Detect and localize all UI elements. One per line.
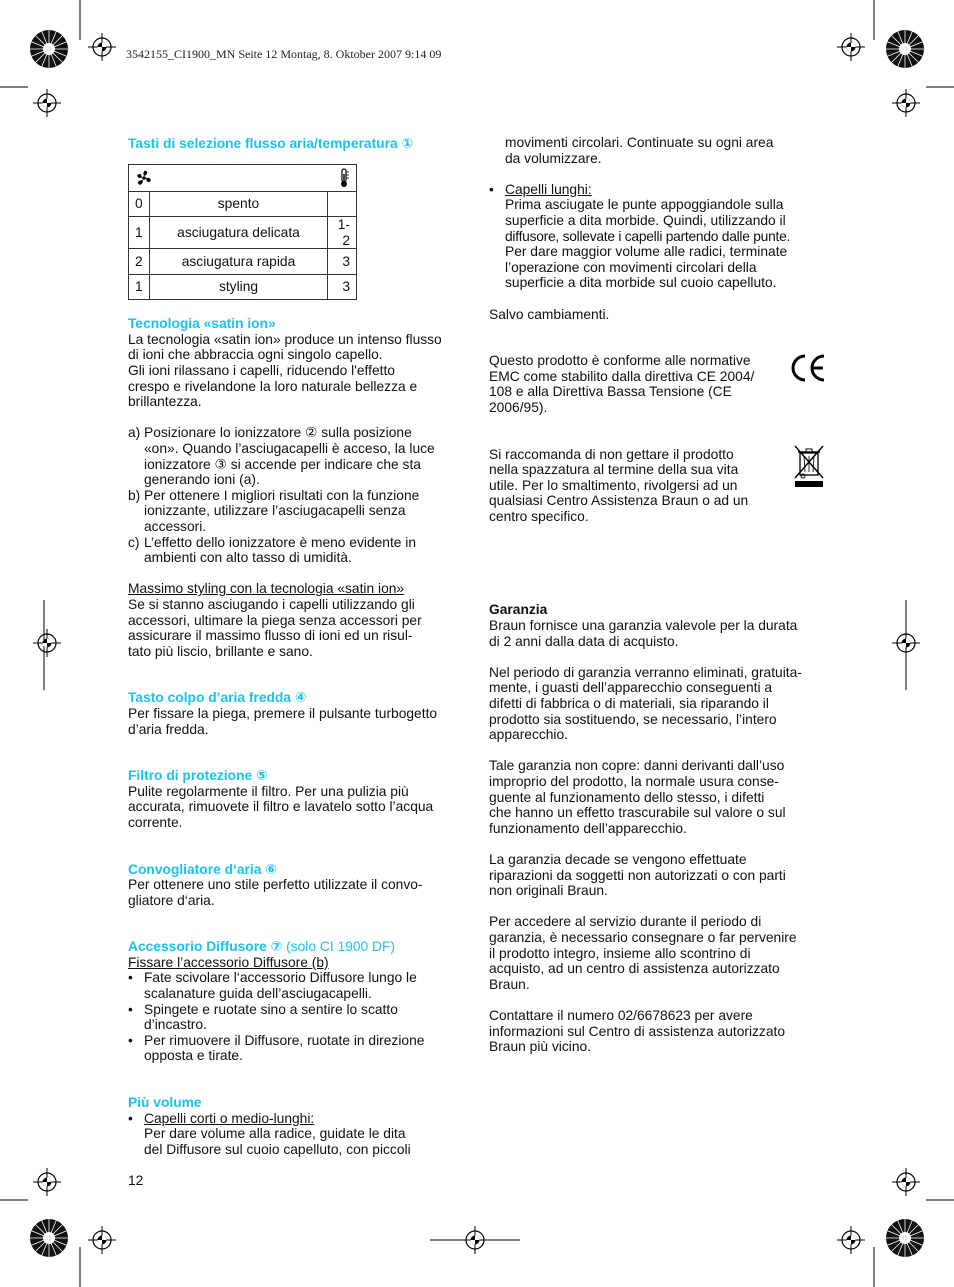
text-line: Per rimuovere il Diffusore, ruotate in direzione <box>144 1032 425 1048</box>
text-line: d’incastro. <box>144 1017 207 1033</box>
text-line: da volumizzare. <box>505 150 602 166</box>
text-line: assicurare il massimo flusso di ioni ed un risul- <box>128 628 413 644</box>
text-line: diffusore, sollevate i capelli partendo dalle punte. <box>505 228 791 244</box>
text-line: Spingete e ruotate sino a sentire lo scatto <box>144 1001 398 1017</box>
text-line: La tecnologia «satin ion» produce un intenso flusso <box>128 331 442 347</box>
list-item <box>128 1111 468 1158</box>
text-line: Per ottenere I migliori risultati con la funzione <box>144 487 420 503</box>
list-marker: a) <box>128 425 141 441</box>
diffuser-title-text: Accessorio Diffusore ⑦ <box>128 939 283 955</box>
text-line: Braun fornisce una garanzia valevole per la durata <box>489 618 798 634</box>
text-line: crespo e rivelandone la loro naturale bellezza e <box>128 378 418 394</box>
section-title-satin-ion: Tecnologia «satin ion» <box>128 316 276 332</box>
list-item-b <box>128 488 468 535</box>
text-line: guente al funzionamento dello stesso, i difetti <box>489 789 765 805</box>
satin-ion-intro <box>128 332 468 410</box>
text-line: superficie a dita morbide. Quindi, utilizzando il <box>505 212 786 228</box>
list-item <box>128 1002 468 1033</box>
text-line: brillantezza. <box>128 394 202 410</box>
text-line: Fate scivolare l‘accessorio Diffusore lungo le <box>144 970 417 986</box>
text-line: che hanno un effetto trascurabile sul valore o sul <box>489 805 786 821</box>
text-line: nella spazzatura al termine della sua vita <box>489 462 739 478</box>
text-line: difetti di fabbrica o di materiali, sia riparando il <box>489 696 769 712</box>
text-line: mente, i guasti dell’apparecchio conseguenti a <box>489 680 773 696</box>
text-line: garanzia, è necessario consegnare o far pervenire <box>489 929 797 945</box>
airflow-table <box>128 164 357 301</box>
row-temp: 1-2 <box>328 217 357 249</box>
list-item <box>128 970 468 1001</box>
max-styling-text <box>128 597 468 659</box>
warranty-p1 <box>489 618 829 649</box>
text-line: Contattare il numero 02/6678623 per avere <box>489 1007 753 1023</box>
text-line: L’effetto dello ionizzatore è meno evidente in <box>144 534 417 550</box>
bullet: • <box>128 1001 133 1017</box>
text-line: 108 e alla Direttiva Bassa Tensione (CE <box>489 384 732 400</box>
list-item <box>128 1033 468 1064</box>
text-line: improprio del prodotto, la normale usura conse- <box>489 774 779 789</box>
text-line: 2006/95). <box>489 399 548 415</box>
text-line: superficie a dita morbide sul cuoio capelluto. <box>505 275 777 291</box>
print-header: 3542155_CI1900_MN Seite 12 Montag, 8. Oktober 2007 9:14 09 <box>126 47 442 61</box>
text-line: ambienti con alto tasso di umidità. <box>144 550 352 566</box>
text-line: La garanzia decade se vengono effettuate <box>489 851 747 867</box>
text-line: prodotto sia sostituendo, se necessario, l’intero <box>489 711 777 727</box>
section-title-cool-shot: Tasto colpo d’aria fredda ④ <box>128 690 307 706</box>
page-number: 12 <box>128 1173 144 1188</box>
text-line: Se si stanno asciugando i capelli utilizzando gli <box>128 596 415 612</box>
section-title-more-volume: Più volume <box>128 1095 202 1111</box>
table-row <box>129 191 357 217</box>
text-line: centro specifico. <box>489 508 589 524</box>
table-row <box>129 217 357 249</box>
text-line: Questo prodotto è conforme alle normative <box>489 353 751 369</box>
text-line: Per fissare la piega, premere il pulsante turbogetto <box>128 705 438 721</box>
diffuser-title-note: (solo CI 1900 DF) <box>282 939 396 955</box>
text-line: Braun. <box>489 976 530 992</box>
section-title-diffuser <box>128 939 468 955</box>
text-line: Prima asciugate le punte appoggiandole sulla <box>505 197 784 213</box>
subheading-long-hair: Capelli lunghi: <box>505 181 592 197</box>
warranty-title: Garanzia <box>489 602 548 618</box>
text-line: gliatore d‘aria. <box>128 892 215 908</box>
right-column <box>489 135 829 1055</box>
text-line: Nel periodo di garanzia verranno eliminati, gratuita- <box>489 664 802 680</box>
left-column <box>128 135 468 1157</box>
section-title-concentrator: Convogliatore d‘aria ⑥ <box>128 861 277 877</box>
volume-continued <box>489 135 829 166</box>
text-line: funzionamento dell’apparecchio. <box>489 820 687 836</box>
text-line: Per accedere al servizio durante il periodo di <box>489 914 762 930</box>
text-line: Braun più vicino. <box>489 1039 592 1055</box>
text-line: utile. Per lo smaltimento, rivolgersi ad un <box>489 477 738 493</box>
text-line: generando ioni (a). <box>144 472 260 488</box>
section-title-filter: Filtro di protezione ⑤ <box>128 768 268 784</box>
row-label: spento <box>150 191 328 217</box>
text-line: apparecchio. <box>489 727 569 743</box>
table-row <box>129 249 357 275</box>
row-label: asciugatura rapida <box>150 249 328 275</box>
fan-icon <box>135 169 153 187</box>
text-line: accessori, ultimare la piega senza accessori per <box>128 612 422 628</box>
bullet: • <box>489 181 494 197</box>
text-line: Tale garanzia non copre: danni derivanti dall’uso <box>489 758 785 774</box>
text-line: informazioni sul Centro di assistenza autorizzato <box>489 1023 786 1039</box>
row-temp: 3 <box>328 274 357 300</box>
table-row <box>129 274 357 300</box>
warranty-p6 <box>489 1008 829 1055</box>
list-item <box>489 182 829 291</box>
text-line: ionizzatore ③ si accende per indicare che sta <box>144 456 421 472</box>
text-line: tato più liscio, brillante e sano. <box>128 643 313 659</box>
warranty-p5 <box>489 914 829 992</box>
bullet: • <box>128 1110 133 1126</box>
row-temp: 3 <box>328 249 357 275</box>
text-line: Si raccomanda di non gettare il prodotto <box>489 446 734 462</box>
text-line: del Diffusore sul cuoio capelluto, con piccoli <box>144 1141 411 1157</box>
row-setting: 0 <box>129 191 150 217</box>
row-label: asciugatura delicata <box>150 217 328 249</box>
text-line: Per dare volume alla radice, guidate le dita <box>144 1126 406 1142</box>
text-line: Per ottenere uno stile perfetto utilizzate il convo- <box>128 877 423 893</box>
text-line: il prodotto integro, insieme allo scontrino di <box>489 945 751 961</box>
subheading-short-hair: Capelli corti o medio-lunghi: <box>144 1110 315 1126</box>
list-marker: b) <box>128 487 141 503</box>
text-line: scalanature guida dell’asciugacapelli. <box>144 986 372 1002</box>
subheading-attach-diffuser: Fissare l’accessorio Diffusore (b) <box>128 954 329 970</box>
text-line: corrente. <box>128 814 183 830</box>
text-line: non originali Braun. <box>489 883 608 899</box>
text-line: accurata, rimuovete il filtro e lavatelo sotto l’acqua <box>128 799 434 815</box>
bullet: • <box>128 1032 133 1048</box>
text-line: qualsiasi Centro Assistenza Braun o ad un <box>489 493 749 509</box>
section-title-airflow: Tasti di selezione flusso aria/temperatura ① <box>128 136 414 151</box>
text-line: l’operazione con movimenti circolari della <box>505 259 757 275</box>
bullet: • <box>128 970 133 986</box>
text-line: «on». Quando l’asciugacapelli è acceso, la luce <box>144 441 435 457</box>
text-line: Per dare maggior volume alle radici, terminate <box>505 244 788 260</box>
text-line: EMC come stabilito dalla direttiva CE 2004/ <box>489 368 755 384</box>
weee-disposal <box>489 447 829 525</box>
text-line: di 2 anni dalla data di acquisto. <box>489 633 679 649</box>
subheading-max-styling: Massimo styling con la tecnologia «satin ion» <box>128 581 405 597</box>
warranty-p2 <box>489 665 829 743</box>
warranty-p3 <box>489 758 829 836</box>
text-line: acquisto, ad un centro di assistenza autorizzato <box>489 961 780 977</box>
row-setting: 1 <box>129 274 150 300</box>
row-setting: 1 <box>129 217 150 249</box>
text-line: movimenti circolari. Continuate su ogni area <box>505 135 774 150</box>
ce-mark-icon <box>789 353 827 383</box>
warranty-p4 <box>489 852 829 899</box>
list-item-a <box>128 425 468 487</box>
text-line: accessori. <box>144 519 207 534</box>
row-temp <box>328 191 357 217</box>
subject-to-change: Salvo cambiamenti. <box>489 306 610 322</box>
text-line: Posizionare lo ionizzatore ② sulla posizione <box>144 425 412 441</box>
row-setting: 2 <box>129 249 150 275</box>
text-line: d’aria fredda. <box>128 721 209 737</box>
crossed-bin-icon <box>791 443 827 489</box>
text-line: riparazioni da soggetti non autorizzati o con parti <box>489 867 786 883</box>
text-line: di ioni che abbraccia ogni singolo capello. <box>128 347 383 363</box>
thermometer-icon <box>338 168 350 188</box>
text-line: ionizzante, utilizzare l’asciugacapelli senza <box>144 503 406 519</box>
table-header-row <box>129 164 357 191</box>
text-line: Gli ioni rilassano i capelli, riducendo l'effetto <box>128 363 395 379</box>
row-label: styling <box>150 274 328 300</box>
list-item-c <box>128 535 468 566</box>
text-line: Pulite regolarmente il filtro. Per una pulizia più <box>128 783 409 799</box>
list-marker: c) <box>128 534 140 550</box>
ce-compliance <box>489 353 829 415</box>
text-line: opposta e tirate. <box>144 1048 243 1064</box>
